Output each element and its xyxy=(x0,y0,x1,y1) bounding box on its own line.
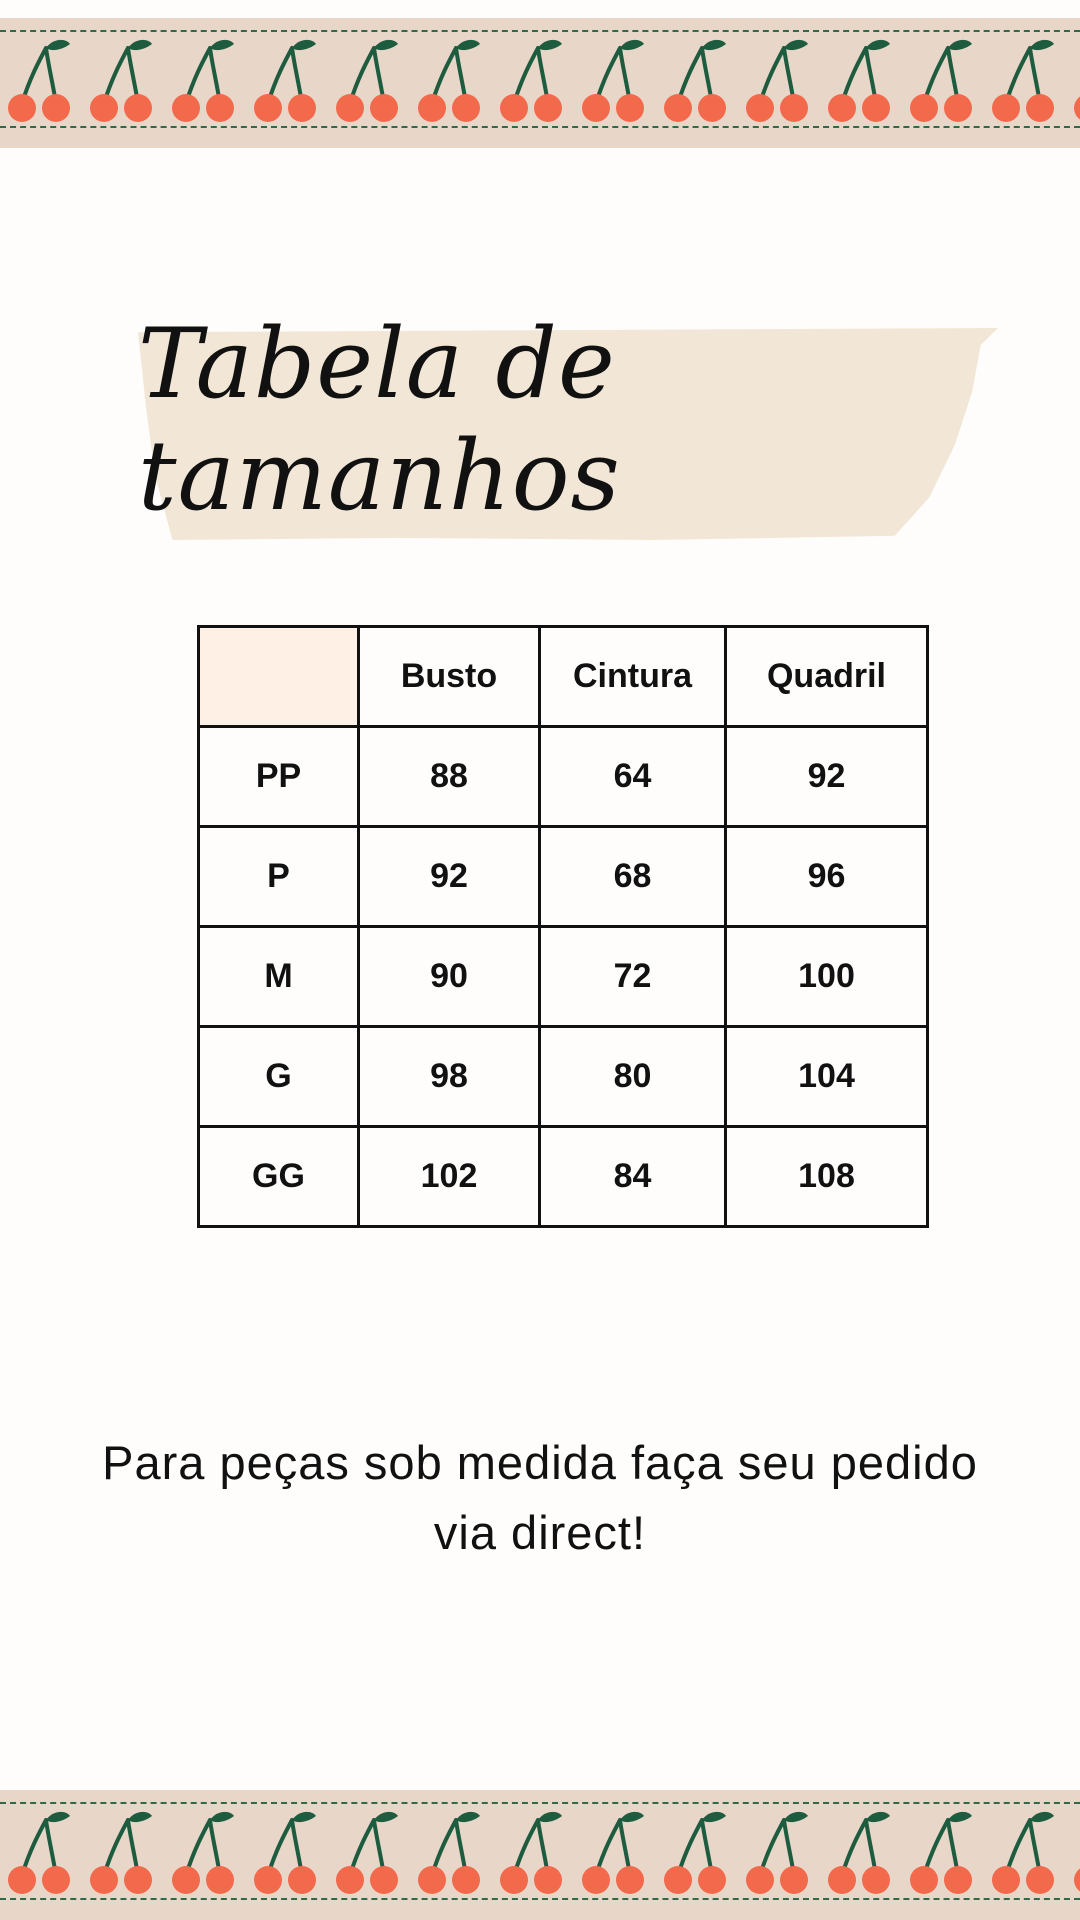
size-label-cell: G xyxy=(199,1027,359,1127)
cherry-icon xyxy=(664,40,726,122)
size-table xyxy=(197,625,929,1228)
header-cell-quadril: Quadril xyxy=(726,627,928,727)
busto-cell: 92 xyxy=(359,827,540,927)
cherry-icon xyxy=(500,1812,562,1894)
cherry-icon xyxy=(992,1812,1054,1894)
header-cell-corner xyxy=(199,627,359,727)
cherry-icon xyxy=(1074,40,1080,122)
table-row xyxy=(199,927,928,1027)
cherry-icon xyxy=(90,1812,152,1894)
busto-cell: 88 xyxy=(359,727,540,827)
busto-cell: 102 xyxy=(359,1127,540,1227)
size-label-cell: PP xyxy=(199,727,359,827)
table-row xyxy=(199,1027,928,1127)
cherry-icon xyxy=(746,1812,808,1894)
cintura-cell: 72 xyxy=(540,927,726,1027)
page-title: Tabela de tamanhos xyxy=(138,308,621,532)
cherry-icon xyxy=(254,40,316,122)
cherry-icon xyxy=(418,1812,480,1894)
bottom-cherry-ribbon xyxy=(0,1790,1080,1920)
cherry-icon xyxy=(8,40,70,122)
cherry-icon xyxy=(172,1812,234,1894)
top-cherry-ribbon xyxy=(0,18,1080,148)
table-row xyxy=(199,727,928,827)
cherry-icon xyxy=(1074,1812,1080,1894)
custom-order-note: Para peças sob medida faça seu pedido via direct! xyxy=(102,1436,978,1559)
cherry-icon xyxy=(8,1812,70,1894)
cherry-icon xyxy=(992,40,1054,122)
table-header-row xyxy=(199,627,928,727)
cintura-cell: 84 xyxy=(540,1127,726,1227)
cherry-icon xyxy=(828,40,890,122)
cherry-pattern xyxy=(0,18,1080,148)
cherry-icon xyxy=(418,40,480,122)
busto-cell: 90 xyxy=(359,927,540,1027)
cintura-cell: 80 xyxy=(540,1027,726,1127)
header-cell-busto: Busto xyxy=(359,627,540,727)
cherry-icon xyxy=(828,1812,890,1894)
cherry-icon xyxy=(254,1812,316,1894)
cherry-icon xyxy=(172,40,234,122)
cherry-icon xyxy=(910,40,972,122)
busto-cell: 98 xyxy=(359,1027,540,1127)
size-label-cell: P xyxy=(199,827,359,927)
table-row xyxy=(199,1127,928,1227)
quadril-cell: 100 xyxy=(726,927,928,1027)
cherry-icon xyxy=(336,1812,398,1894)
cherry-icon xyxy=(500,40,562,122)
cherry-icon xyxy=(336,40,398,122)
cherry-icon xyxy=(746,40,808,122)
header-cell-cintura: Cintura xyxy=(540,627,726,727)
quadril-cell: 92 xyxy=(726,727,928,827)
quadril-cell: 104 xyxy=(726,1027,928,1127)
quadril-cell: 96 xyxy=(726,827,928,927)
quadril-cell: 108 xyxy=(726,1127,928,1227)
cherry-icon xyxy=(582,40,644,122)
cherry-icon xyxy=(90,40,152,122)
size-label-cell: GG xyxy=(199,1127,359,1227)
cintura-cell: 64 xyxy=(540,727,726,827)
table-row xyxy=(199,827,928,927)
size-label-cell: M xyxy=(199,927,359,1027)
cherry-icon xyxy=(582,1812,644,1894)
cintura-cell: 68 xyxy=(540,827,726,927)
cherry-pattern xyxy=(0,1790,1080,1920)
cherry-icon xyxy=(664,1812,726,1894)
cherry-icon xyxy=(910,1812,972,1894)
